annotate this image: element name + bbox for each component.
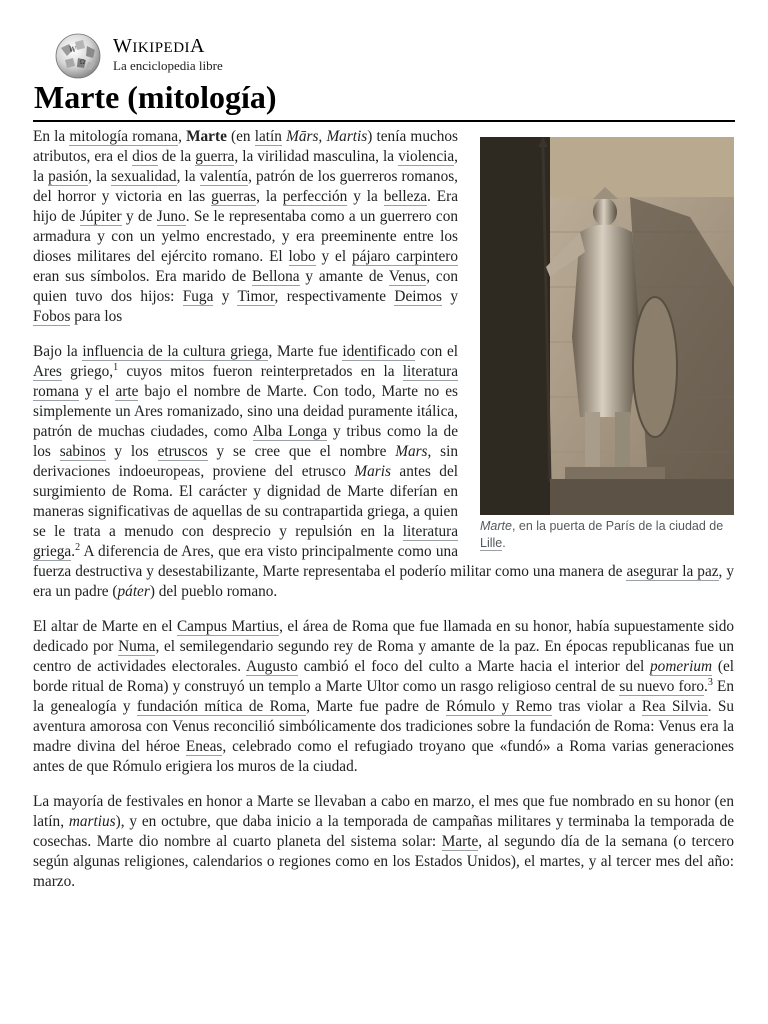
article-link[interactable]: Ares — [33, 363, 62, 380]
reference-link[interactable]: 3 — [707, 677, 713, 688]
svg-text:Ω: Ω — [80, 59, 85, 66]
article-link[interactable]: identificado — [342, 343, 416, 360]
article-link[interactable]: literatura griega — [33, 523, 458, 560]
figure-caption: Marte, en la puerta de París de la ciudad de Lille. — [480, 519, 724, 550]
title-divider — [33, 120, 735, 122]
statue-image[interactable] — [480, 137, 734, 515]
paragraph-4: La mayoría de festivales en honor a Marte se llevaban a cabo en marzo, el mes que fue nombrado en su honor (en latín, martius), y en octubre, que daba inicio a la temporada de campañas militares y terminaba la temporada de cosechas. Marte dio nombre al cuarto planeta del sistema solar: Marte, al segundo día de la semana (o tercero según algunas religiones, calendarios o regiones como en los Estados Unidos), el martes, y al tercer mes del año: marzo. — [33, 793, 734, 890]
article-link[interactable]: valentía — [199, 168, 249, 185]
article-link[interactable]: lobo — [288, 248, 316, 265]
article-link[interactable]: Bellona — [251, 268, 300, 285]
article-link[interactable]: Fuga — [182, 288, 214, 305]
article-link[interactable]: Eneas — [185, 738, 223, 755]
paragraph-1: En la mitología romana, Marte (en latín Mārs, Martis) tenía muchos atributos, era el dios de la guerra, la virilidad masculina, la violencia, la pasión, la sexualidad, la valentía, patrón de los guerreros romanos, del horror y victoria en las guerras, la perfección y la belleza. Era hijo de Júpiter y de Juno. Se le representaba como a un guerrero con armadura y con un yelmo encrestado, y era preeminente entre los dioses militares del ejército romano. El lobo y el pájaro carpintero eran sus símbolos. Era marido de Bellona y amante de Venus, con quien tuvo dos hijos: Fuga y Timor, respectivamente Deimos y Fobos para los — [33, 128, 459, 325]
article-link[interactable]: Campus Martius — [176, 618, 280, 635]
article-link[interactable]: latín — [254, 128, 282, 145]
article-link[interactable]: Júpiter — [79, 208, 122, 225]
article-link[interactable]: Fobos — [33, 308, 71, 325]
article-body — [33, 127, 734, 907]
article-link[interactable]: Numa — [118, 638, 156, 655]
wikipedia-globe-logo[interactable] — [51, 30, 105, 80]
caption-link-lille[interactable]: Lille — [480, 536, 503, 550]
article-link[interactable]: influencia de la cultura griega — [82, 343, 269, 360]
article-link[interactable]: sabinos — [59, 443, 106, 460]
article-link[interactable]: literatura romana — [33, 363, 459, 400]
infobox-figure — [480, 137, 734, 552]
article-link[interactable]: Rea Silvia — [641, 698, 708, 715]
article-link[interactable]: Augusto — [245, 658, 298, 675]
reference-link[interactable]: 2 — [75, 542, 81, 553]
article-link[interactable]: pasión — [48, 168, 89, 185]
reference-link[interactable]: 1 — [113, 362, 119, 373]
article-link[interactable]: etruscos — [157, 443, 208, 460]
article-link[interactable]: su nuevo foro — [619, 678, 705, 695]
article-link[interactable]: asegurar la paz — [626, 563, 719, 580]
article-link[interactable]: sexualidad — [111, 168, 177, 185]
article-link[interactable]: guerra — [195, 148, 235, 165]
article-link[interactable]: Juno — [156, 208, 186, 225]
article-link[interactable]: fundación mítica de Roma — [136, 698, 307, 715]
article-link[interactable]: arte — [115, 383, 139, 400]
paragraph-3: El altar de Marte en el Campus Martius, el área de Roma que fue llamada en su honor, había supuestamente sido dedicado por Numa, el semilegendario segundo rey de Roma y amante de la paz. En épocas republicanas fue un centro de actividades electorales. Augusto cambió el foco del culto a Marte hacia el interior del pomerium (el borde ritual de Roma) y construyó un templo a Marte Ultor como un rasgo religioso central de su nuevo foro.$^3$ En la genealogía y fundación mítica de Roma, Marte fue padre de Rómulo y Remo tras violar a Rea Silvia. Su aventura amorosa con Venus reconcilió simbólicamente dos tradiciones sobre la fundación de Roma: Venus era la madre divina del héroe Eneas, celebrado como el refugiado troyano que «fundó» a Roma varias generaciones antes de que Rómulo erigiera los muros de la ciudad. — [33, 618, 734, 775]
svg-text:W: W — [69, 46, 77, 54]
wikipedia-wordmark[interactable]: WIKIPEDIA — [113, 35, 205, 57]
article-link[interactable]: belleza — [383, 188, 428, 205]
article-link[interactable]: Timor — [237, 288, 275, 305]
site-tagline: La enciclopedia libre — [113, 58, 223, 73]
article-link[interactable]: Rómulo y Remo — [446, 698, 553, 715]
article-link[interactable]: Alba Longa — [252, 423, 328, 440]
article-link[interactable]: pomerium — [650, 658, 713, 675]
article-link[interactable]: Venus — [388, 268, 427, 285]
article-link[interactable]: mitología romana — [69, 128, 179, 145]
paragraph-2: Bajo la influencia de la cultura griega, Marte fue identificado con el Ares griego,$^1$ cuyos mitos fueron reinterpretados en la literatura romana y el arte bajo el nombre de Marte. Con todo, Marte no es simplemente un Ares romanizado, sino una deidad puramente itálica, patrón de muchas ciudades, como Alba Longa y tribus como la de los sabinos y los etruscos y se cree que el nombre Mars, sin derivaciones indoeuropeas, proviene del etrusco Maris antes del surgimiento de Roma. El carácter y dignidad de Marte diferían en maneras significativas de aquellas de su contrapartida griega, a quien se le trata a menudo con desprecio y repulsión en la literatura griega.$^2$ A diferencia de Ares, que era visto principalmente como una fuerza destructiva y desestabilizante, Marte representaba el poderío militar como una manera de asegurar la paz, y era un padre (páter) del pueblo romano. — [33, 343, 734, 600]
article-link[interactable]: pájaro carpintero — [351, 248, 459, 265]
article-link[interactable]: guerras — [211, 188, 257, 205]
article-link[interactable]: Marte — [441, 833, 479, 850]
article-link[interactable]: perfección — [282, 188, 348, 205]
article-link[interactable]: dios — [132, 148, 158, 165]
article-link[interactable]: Deimos — [394, 288, 442, 305]
article-title: Marte (mitología) — [34, 79, 277, 115]
article-link[interactable]: violencia — [398, 148, 455, 165]
